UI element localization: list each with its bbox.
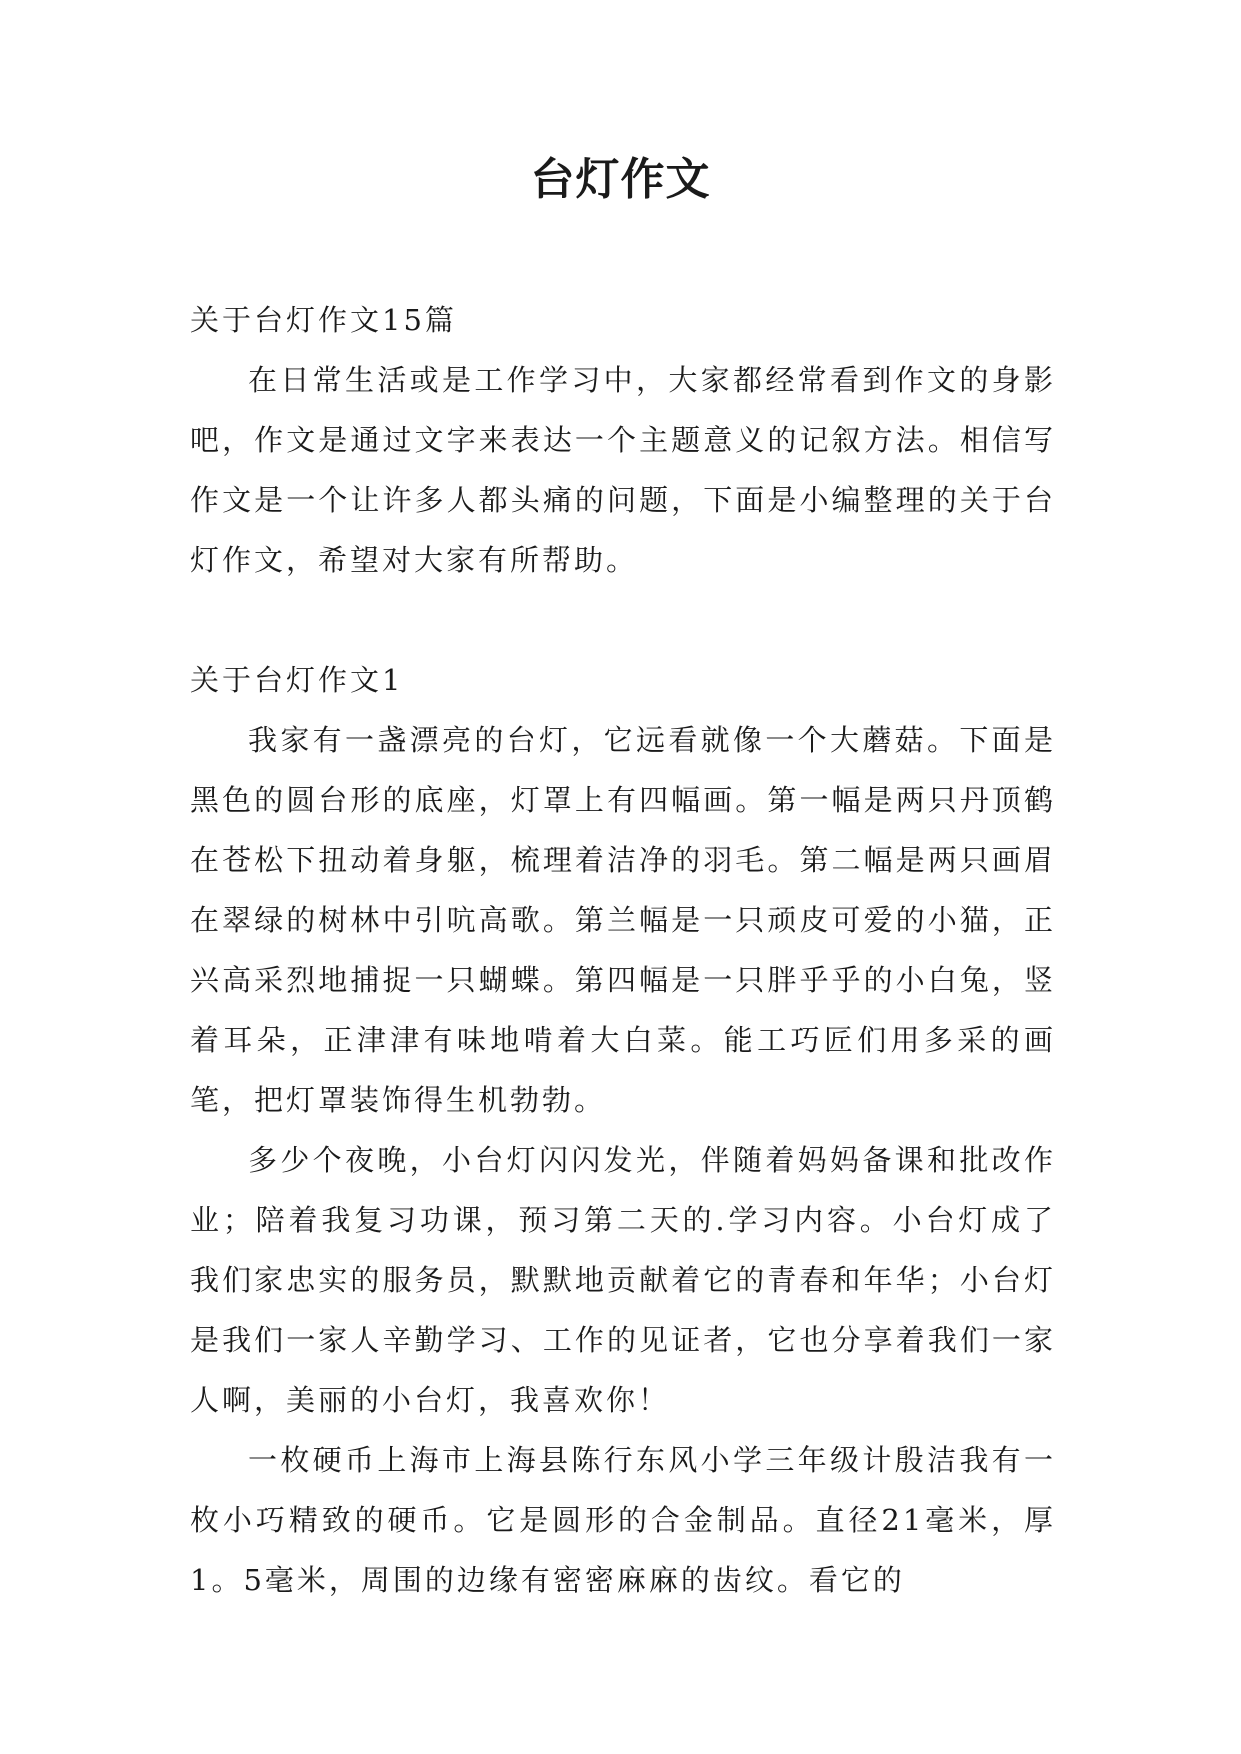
- intro-paragraph: 在日常生活或是工作学习中，大家都经常看到作文的身影吧，作文是通过文字来表达一个主题意义的记叙方法。相信写作文是一个让许多人都头痛的问题，下面是小编整理的关于台灯作文，希望对大家有所帮助。: [190, 363, 1056, 577]
- document-body: [190, 290, 1056, 1610]
- intro-heading: 关于台灯作文15篇: [190, 303, 457, 337]
- document-title: 台灯作文: [530, 154, 711, 205]
- body-paragraph: 我家有一盏漂亮的台灯，它远看就像一个大蘑菇。下面是黑色的圆台形的底座，灯罩上有四幅画。第一幅是两只丹顶鹤在苍松下扭动着身躯，梳理着洁净的羽毛。第二幅是两只画眉在翠绿的树林中引吭高歌。第兰幅是一只顽皮可爱的小猫，正兴高采烈地捕捉一只蝴蝶。第四幅是一只胖乎乎的小白兔，竖着耳朵，正津津有味地啃着大白菜。能工巧匠们用多采的画笔，把灯罩装饰得生机勃勃。: [190, 723, 1056, 1117]
- body-paragraph: 一枚硬币上海市上海县陈行东风小学三年级计殷洁我有一枚小巧精致的硬币。它是圆形的合金制品。直径21毫米，厚1。5毫米，周围的边缘有密密麻麻的齿纹。看它的: [190, 1443, 1056, 1597]
- section-heading: 关于台灯作文1: [190, 663, 404, 697]
- body-paragraph: 多少个夜晚，小台灯闪闪发光，伴随着妈妈备课和批改作业；陪着我复习功课，预习第二天的.学习内容。小台灯成了我们家忠实的服务员，默默地贡献着它的青春和年华；小台灯是我们一家人辛勤学习、工作的见证者，它也分享着我们一家人啊，美丽的小台灯，我喜欢你！: [190, 1143, 1056, 1417]
- section-spacer: [190, 590, 1056, 650]
